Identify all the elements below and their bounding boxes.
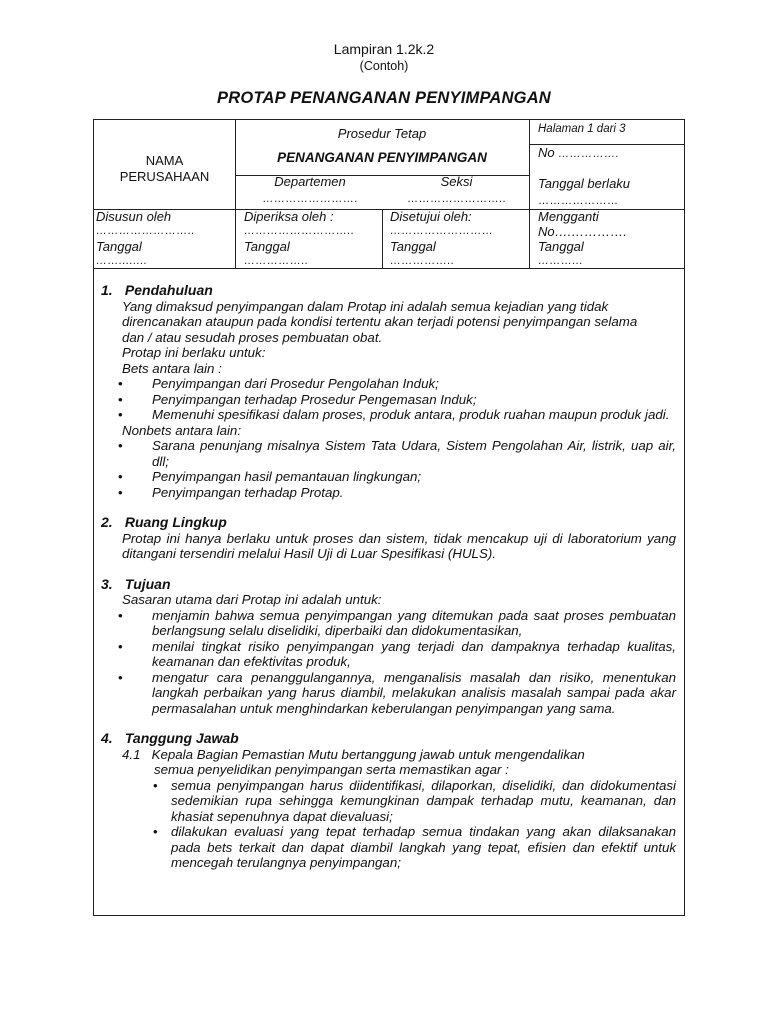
list-item	[96, 376, 676, 392]
paragraph: Protap ini berlaku untuk:	[122, 345, 266, 360]
list-item-text: dilakukan evaluasi yang tepat terhadap semua tindakan yang akan dilaksanakan pada bets terkait dan dapat diambil langkah yang tepat, efisien dan efektif untuk mencegah terulangnya penyimpangan;	[171, 824, 676, 870]
prepared-date-label: Tanggal	[96, 239, 142, 254]
subsection-number: 4.1	[122, 746, 141, 762]
prepared-by-cell	[96, 209, 195, 269]
divider	[529, 120, 530, 268]
replaces-date-value: ………...	[538, 255, 584, 267]
bullet-icon: •	[118, 607, 123, 623]
effective-date-value: …………………	[538, 195, 619, 207]
section-heading	[96, 731, 676, 747]
procedure-label: Prosedur Tetap	[337, 126, 427, 141]
paragraph: direncanakan ataupun pada kondisi tertentu akan terjadi potensi penyimpangan selama	[122, 314, 638, 329]
list-item-text: Penyimpangan terhadap Prosedur Pengemasan Induk;	[152, 391, 477, 407]
section-title: Tujuan	[124, 575, 171, 592]
divider	[382, 209, 383, 268]
list-item	[96, 438, 676, 469]
checked-date-value: ……………..	[244, 255, 309, 267]
list-item-text: menjamin bahwa semua penyimpangan yang ditemukan pada saat proses pembuatan berlangsung selalu diselidiki, diperbaiki dan didokumentasikan,	[152, 607, 676, 638]
list-item	[96, 639, 676, 670]
list-item	[96, 485, 676, 501]
document-content	[96, 283, 676, 886]
prepared-date-value: ……........	[96, 255, 148, 267]
bullet-icon: •	[118, 376, 123, 391]
document-title: PROTAP PENANGANAN PENYIMPANGAN	[217, 89, 551, 107]
company-label-2: PERUSAHAAN	[119, 169, 210, 184]
section-title: Tanggung Jawab	[124, 730, 239, 746]
section-title: Ruang Lingkup	[124, 514, 227, 530]
checked-by-value: ………………………..	[244, 225, 355, 237]
list-item-text: Penyimpangan hasil pemantauan lingkungan;	[152, 469, 422, 484]
replaces-cell	[538, 209, 627, 269]
list-item-text: menilai tingkat risiko penyimpangan yang terjadi dan dampaknya terhadap kualitas, keamanan dan efektivitas produk,	[152, 638, 676, 669]
header-table	[93, 119, 685, 269]
attachment-label: Lampiran 1.2k.2	[333, 41, 435, 57]
bullet-icon: •	[118, 469, 123, 484]
prepared-by-value: ……………………..	[96, 225, 196, 237]
bullet-icon: •	[118, 484, 123, 500]
list-item	[96, 778, 676, 825]
section-number: 1.	[101, 282, 113, 298]
subsection-text: Kepala Bagian Pemastian Mutu bertanggung jawab untuk mengendalikan	[151, 746, 585, 762]
bullet-icon: •	[118, 391, 123, 407]
department-value: …………………….	[262, 193, 358, 205]
list-item-text: Memenuhi spesifikasi dalam proses, produk antara, produk ruahan maupun produk jadi.	[152, 407, 670, 422]
doc-number	[538, 145, 619, 160]
section-number: 3.	[101, 575, 113, 592]
section-heading	[96, 577, 676, 593]
effective-date-label: Tanggal berlaku	[538, 176, 631, 191]
section-heading	[96, 515, 676, 531]
list-item	[96, 670, 676, 717]
approved-date-value: ……………..	[390, 255, 455, 267]
list-item	[96, 824, 676, 871]
section-value: ……………………..	[406, 193, 507, 205]
checked-date-label: Tanggal	[244, 239, 290, 254]
bullet-icon: •	[118, 669, 123, 685]
section-title: Pendahuluan	[124, 282, 213, 298]
paragraph: Yang dimaksud penyimpangan dalam Protap ini adalah semua kejadian yang tidak	[122, 298, 609, 314]
section-objective	[96, 577, 676, 717]
procedure-title: PENANGANAN PENYIMPANGAN	[277, 150, 487, 165]
approved-by-value: ………………………	[390, 225, 494, 237]
list-item	[96, 469, 676, 485]
section-label: Seksi	[440, 174, 473, 189]
doc-number-label: No	[538, 145, 555, 160]
section-introduction	[96, 283, 676, 500]
section-scope	[96, 515, 676, 562]
bullet-icon: •	[118, 638, 123, 654]
paragraph: Sasaran utama dari Protap ini adalah untuk:	[122, 592, 382, 607]
department-label: Departemen	[274, 174, 346, 189]
section-heading	[96, 283, 676, 299]
checked-by-label: Diperiksa oleh :	[244, 209, 334, 224]
doc-number-value: …………….	[558, 148, 620, 160]
subsection	[96, 747, 676, 763]
list-item-text: Penyimpangan dari Prosedur Pengolahan Induk;	[152, 376, 439, 391]
paragraph: dan / atau sesudah proses pembuatan obat.	[122, 329, 383, 345]
company-label-1: NAMA	[145, 153, 184, 168]
list-item-text: Penyimpangan terhadap Protap.	[152, 484, 344, 500]
section-responsibility	[96, 731, 676, 871]
bullet-icon: •	[153, 824, 158, 839]
bullet-icon: •	[153, 777, 158, 793]
approved-by-label: Disetujui oleh:	[390, 209, 472, 224]
replaces-label: Mengganti	[538, 209, 599, 224]
prepared-by-label: Disusun oleh	[96, 209, 172, 224]
paragraph: Protap ini hanya berlaku untuk proses dan sistem, tidak mencakup uji di laboratorium yang ditangani tersendiri melalui Hasil Uji di Luar Spesifikasi (HULS).	[122, 530, 676, 561]
page-number: Halaman 1 dari 3	[538, 123, 626, 135]
list-item-text: semua penyimpangan harus diidentifikasi, dilaporkan, diselidiki, dan didokumentasi sedemikian rupa sehingga kemungkinan dampak terhadap mutu, keamanan, dan khasiat sepenuhnya dapat dievaluasi;	[171, 777, 676, 824]
approved-by-cell	[390, 209, 494, 269]
approved-date-label: Tanggal	[390, 239, 436, 254]
checked-by-cell	[244, 209, 355, 269]
replaces-date-label: Tanggal	[538, 239, 584, 254]
paragraph: Bets antara lain :	[122, 360, 222, 376]
paragraph: Nonbets antara lain:	[122, 422, 242, 438]
list-item	[96, 608, 676, 639]
example-label: (Contoh)	[359, 59, 409, 73]
list-item	[96, 392, 676, 408]
company-name-cell	[94, 153, 235, 185]
paragraph: semua penyelidikan penyimpangan serta memastikan agar :	[154, 762, 509, 777]
section-number: 2.	[101, 514, 113, 530]
list-item-text: Sarana penunjang misalnya Sistem Tata Udara, Sistem Pengolahan Air, listrik, uap air, dll;	[152, 438, 676, 469]
section-number: 4.	[101, 730, 113, 746]
list-item-text: mengatur cara penanggulangannya, menganalisis masalah dan risiko, menentukan langkah perbaikan yang harus diambil, melakukan analisis masalah sampai pada akar permasalahan untuk menghindarkan keberulangan penyimpangan yang sama.	[152, 669, 676, 716]
bullet-icon: •	[118, 407, 123, 422]
list-item	[96, 407, 676, 423]
replaces-number: No….………….	[538, 224, 627, 239]
bullet-icon: •	[118, 438, 123, 453]
